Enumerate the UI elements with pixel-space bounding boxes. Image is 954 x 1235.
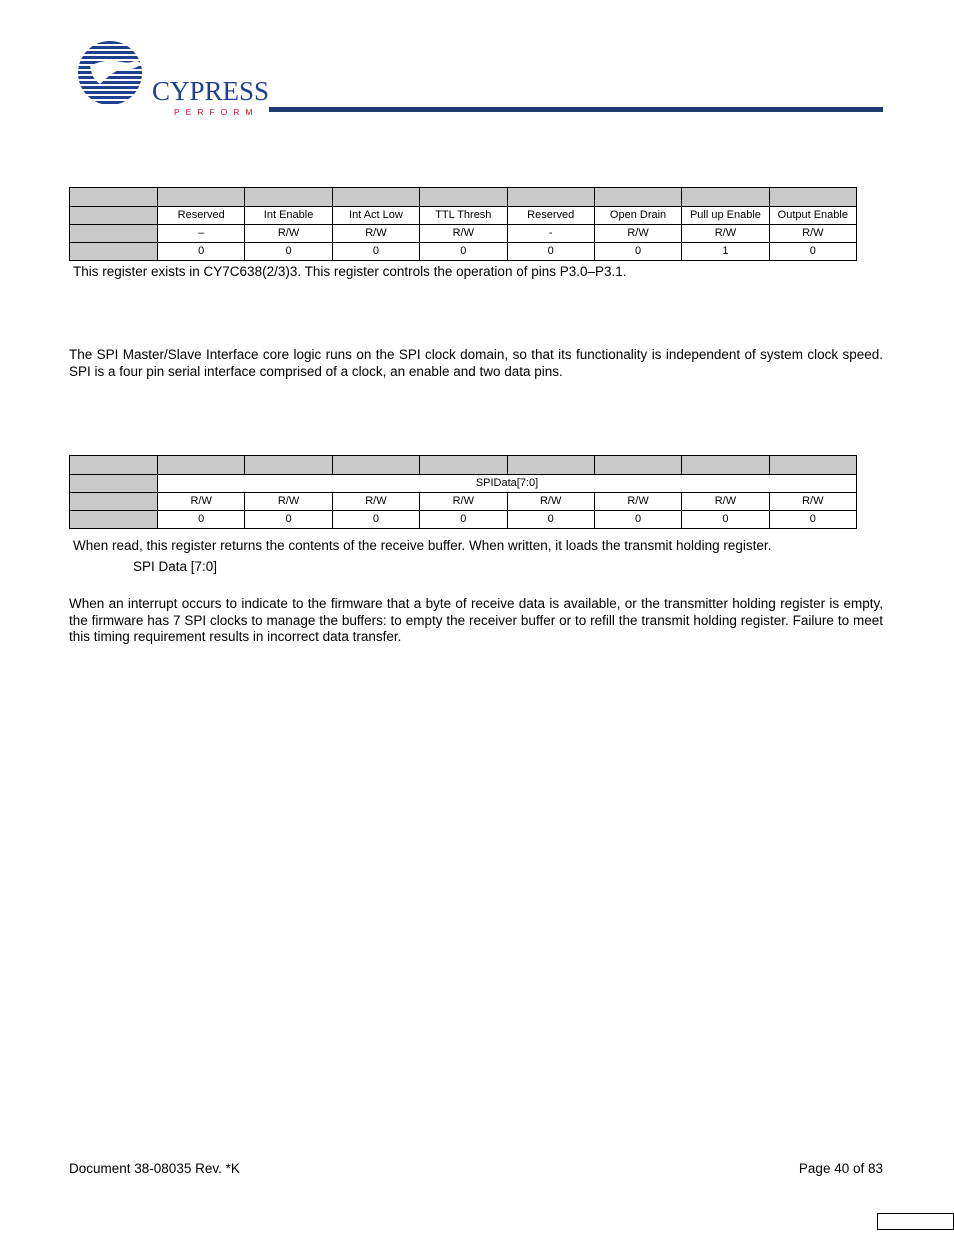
default-cell: 0 [594,511,681,529]
access-cell: - [507,225,594,243]
field-label-row [70,207,857,225]
header-rule [269,107,883,112]
bit-field-description: SPI Data [7:0] [133,559,218,574]
access-cell: R/W [245,493,332,511]
field-label: SPIData[7:0] [158,475,857,493]
default-cell: 0 [245,511,332,529]
field-label: Int Enable [245,207,332,225]
default-cell: 0 [332,243,419,261]
document-number: Document 38-08035 Rev. *K [69,1161,240,1176]
default-cell: 0 [507,243,594,261]
default-cell: 0 [682,511,769,529]
access-cell: – [158,225,245,243]
access-cell: R/W [769,225,856,243]
access-cell: R/W [158,493,245,511]
default-cell: 0 [594,243,681,261]
default-cell: 0 [158,511,245,529]
bit-header-row [70,456,857,475]
page-number: Page 40 of 83 [798,1161,883,1176]
logo-tagline: PERFORM [174,107,259,117]
default-cell: 0 [420,243,507,261]
spi-intro-paragraph: The SPI Master/Slave Interface core logic runs on the SPI clock domain, so that its functionality is independent of system clock speed. SPI is a four pin serial interface comprised of a clock, an enable and two data pins. [69,347,883,379]
access-row [70,493,857,511]
default-cell: 0 [332,511,419,529]
access-cell: R/W [594,225,681,243]
default-row [70,511,857,529]
feedback-box [877,1213,954,1230]
field-label: Output Enable [769,207,856,225]
access-cell: R/W [769,493,856,511]
access-cell: R/W [594,493,681,511]
default-row [70,243,857,261]
logo-wordmark: CYPRESS [152,76,270,106]
field-label-row [70,475,857,493]
access-cell: R/W [420,225,507,243]
default-cell: 1 [682,243,769,261]
default-cell: 0 [769,243,856,261]
access-cell: R/W [682,493,769,511]
default-cell: 0 [507,511,594,529]
field-label: Reserved [158,207,245,225]
access-row [70,225,857,243]
default-cell: 0 [245,243,332,261]
access-cell: R/W [507,493,594,511]
access-cell: R/W [420,493,507,511]
field-label: Pull up Enable [682,207,769,225]
default-cell: 0 [158,243,245,261]
timing-paragraph: When an interrupt occurs to indicate to the firmware that a byte of receive data is available, or the transmitter holding register is empty, the firmware has 7 SPI clocks to manage the buffers: to empty the receiver buffer or to refill the transmit holding register. Failure to meet this timing requirement results in incorrect data transfer. [69,596,883,644]
register-description: When read, this register returns the contents of the receive buffer. When written, it loads the transmit holding register. [73,538,772,553]
default-cell: 0 [420,511,507,529]
field-label: Int Act Low [332,207,419,225]
register-table-p3-config [69,187,857,261]
register-table-spi-data [69,455,857,529]
cypress-logo [70,40,270,120]
access-cell: R/W [332,493,419,511]
field-label: Reserved [507,207,594,225]
field-label: TTL Thresh [420,207,507,225]
access-cell: R/W [682,225,769,243]
default-cell: 0 [769,511,856,529]
access-cell: R/W [245,225,332,243]
register-description: This register exists in CY7C638(2/3)3. This register controls the operation of pins P3.0–P3.1. [73,264,627,279]
field-label: Open Drain [594,207,681,225]
bit-header-row [70,188,857,207]
access-cell: R/W [332,225,419,243]
